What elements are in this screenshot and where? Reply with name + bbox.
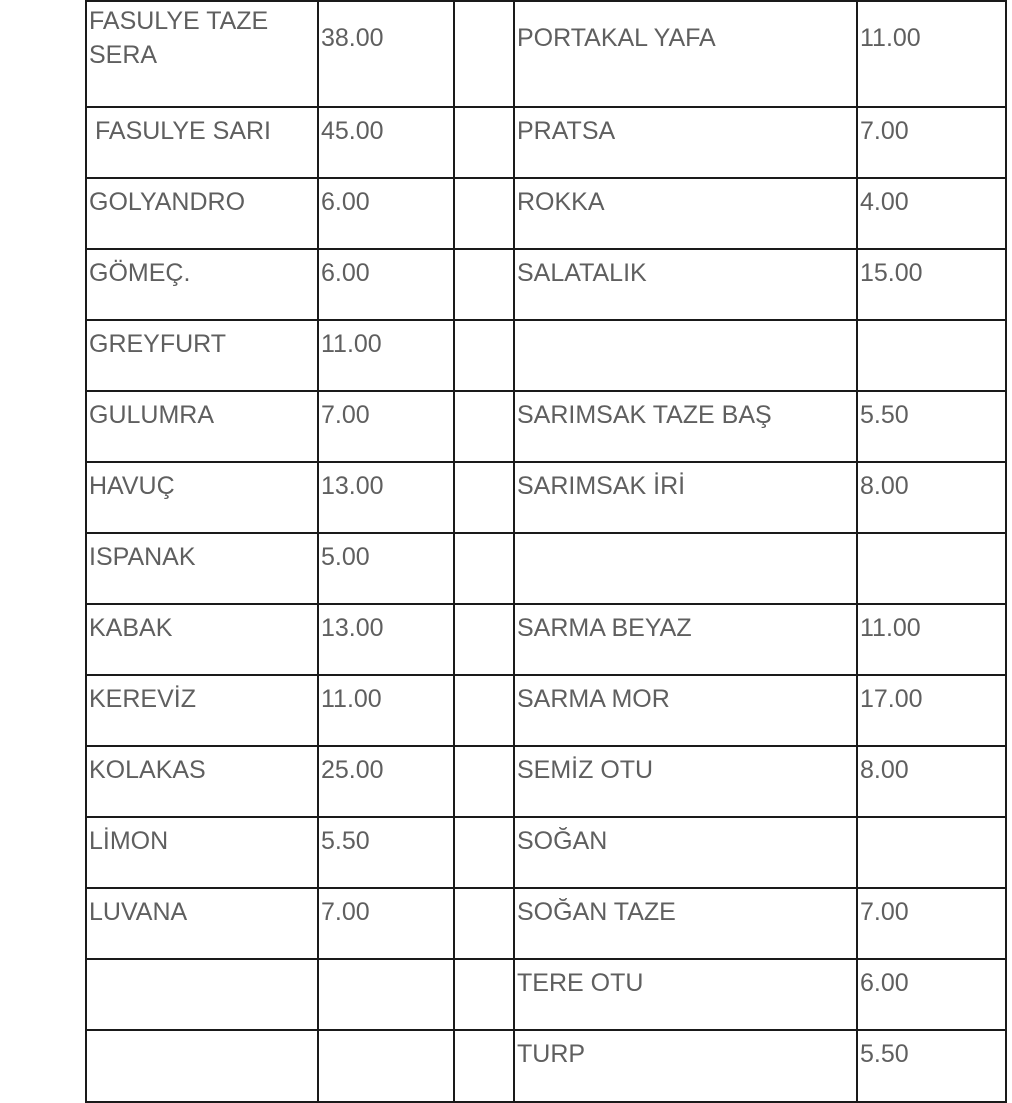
item-price-cell: 5.50	[857, 391, 1006, 462]
item-price-cell: 8.00	[857, 462, 1006, 533]
table-row	[86, 178, 1006, 249]
item-name-cell: KOLAKAS	[86, 746, 318, 817]
item-price-cell: 7.00	[318, 391, 454, 462]
spacer-cell	[454, 888, 514, 959]
item-name-cell: GREYFURT	[86, 320, 318, 391]
item-name-cell: GÖMEÇ.	[86, 249, 318, 320]
spacer-cell	[454, 959, 514, 1030]
item-price-cell: 13.00	[318, 604, 454, 675]
item-price-cell: 4.00	[857, 178, 1006, 249]
table-row	[86, 533, 1006, 604]
item-price-cell: 11.00	[318, 675, 454, 746]
spacer-cell	[454, 391, 514, 462]
spacer-cell	[454, 320, 514, 391]
spacer-cell	[454, 817, 514, 888]
item-name-cell: FASULYE TAZE SERA	[86, 1, 318, 107]
item-name-cell: SARIMSAK TAZE BAŞ	[514, 391, 857, 462]
table-row	[86, 391, 1006, 462]
table-row	[86, 320, 1006, 391]
table-row	[86, 675, 1006, 746]
item-price-cell: 38.00	[318, 1, 454, 107]
item-price-cell	[318, 1030, 454, 1102]
spacer-cell	[454, 604, 514, 675]
item-price-cell	[857, 320, 1006, 391]
item-price-cell: 11.00	[318, 320, 454, 391]
table-row	[86, 1, 1006, 107]
price-list-table	[85, 0, 1007, 1103]
item-name-cell	[86, 959, 318, 1030]
item-name-cell: TURP	[514, 1030, 857, 1102]
item-price-cell: 7.00	[857, 888, 1006, 959]
spacer-cell	[454, 249, 514, 320]
item-price-cell: 13.00	[318, 462, 454, 533]
item-price-cell: 6.00	[857, 959, 1006, 1030]
item-price-cell: 7.00	[857, 107, 1006, 178]
item-name-cell: ISPANAK	[86, 533, 318, 604]
item-price-cell: 5.50	[857, 1030, 1006, 1102]
item-price-cell: 15.00	[857, 249, 1006, 320]
table-row	[86, 746, 1006, 817]
item-price-cell: 17.00	[857, 675, 1006, 746]
item-price-cell	[318, 959, 454, 1030]
item-name-cell: SARMA BEYAZ	[514, 604, 857, 675]
item-name-cell: HAVUÇ	[86, 462, 318, 533]
item-name-cell	[514, 320, 857, 391]
spacer-cell	[454, 675, 514, 746]
table-row	[86, 1030, 1006, 1102]
table-row	[86, 462, 1006, 533]
table-row	[86, 817, 1006, 888]
spacer-cell	[454, 462, 514, 533]
item-price-cell: 25.00	[318, 746, 454, 817]
item-price-cell: 8.00	[857, 746, 1006, 817]
table-row	[86, 249, 1006, 320]
item-name-cell: SARMA MOR	[514, 675, 857, 746]
item-name-cell	[514, 533, 857, 604]
item-name-cell: SEMİZ OTU	[514, 746, 857, 817]
item-price-cell: 11.00	[857, 604, 1006, 675]
item-name-cell: PRATSA	[514, 107, 857, 178]
spacer-cell	[454, 533, 514, 604]
table-row	[86, 604, 1006, 675]
item-name-cell: ROKKA	[514, 178, 857, 249]
spacer-cell	[454, 178, 514, 249]
item-price-cell: 45.00	[318, 107, 454, 178]
item-price-cell: 6.00	[318, 178, 454, 249]
item-name-cell: GOLYANDRO	[86, 178, 318, 249]
table-row	[86, 959, 1006, 1030]
item-name-cell: SOĞAN	[514, 817, 857, 888]
spacer-cell	[454, 746, 514, 817]
item-name-cell: LUVANA	[86, 888, 318, 959]
item-name-cell: SOĞAN TAZE	[514, 888, 857, 959]
table-row	[86, 107, 1006, 178]
table-row	[86, 888, 1006, 959]
item-price-cell: 5.00	[318, 533, 454, 604]
item-name-cell: PORTAKAL YAFA	[514, 1, 857, 107]
spacer-cell	[454, 1030, 514, 1102]
item-price-cell	[857, 817, 1006, 888]
spacer-cell	[454, 1, 514, 107]
item-price-cell: 6.00	[318, 249, 454, 320]
item-name-cell: FASULYE SARI	[86, 107, 318, 178]
item-price-cell	[857, 533, 1006, 604]
item-name-cell: SARIMSAK İRİ	[514, 462, 857, 533]
item-name-cell	[86, 1030, 318, 1102]
spacer-cell	[454, 107, 514, 178]
item-price-cell: 7.00	[318, 888, 454, 959]
item-price-cell: 11.00	[857, 1, 1006, 107]
item-name-cell: LİMON	[86, 817, 318, 888]
item-name-cell: KABAK	[86, 604, 318, 675]
item-name-cell: KEREVİZ	[86, 675, 318, 746]
item-name-cell: SALATALIK	[514, 249, 857, 320]
item-name-cell: TERE OTU	[514, 959, 857, 1030]
item-price-cell: 5.50	[318, 817, 454, 888]
item-name-cell: GULUMRA	[86, 391, 318, 462]
